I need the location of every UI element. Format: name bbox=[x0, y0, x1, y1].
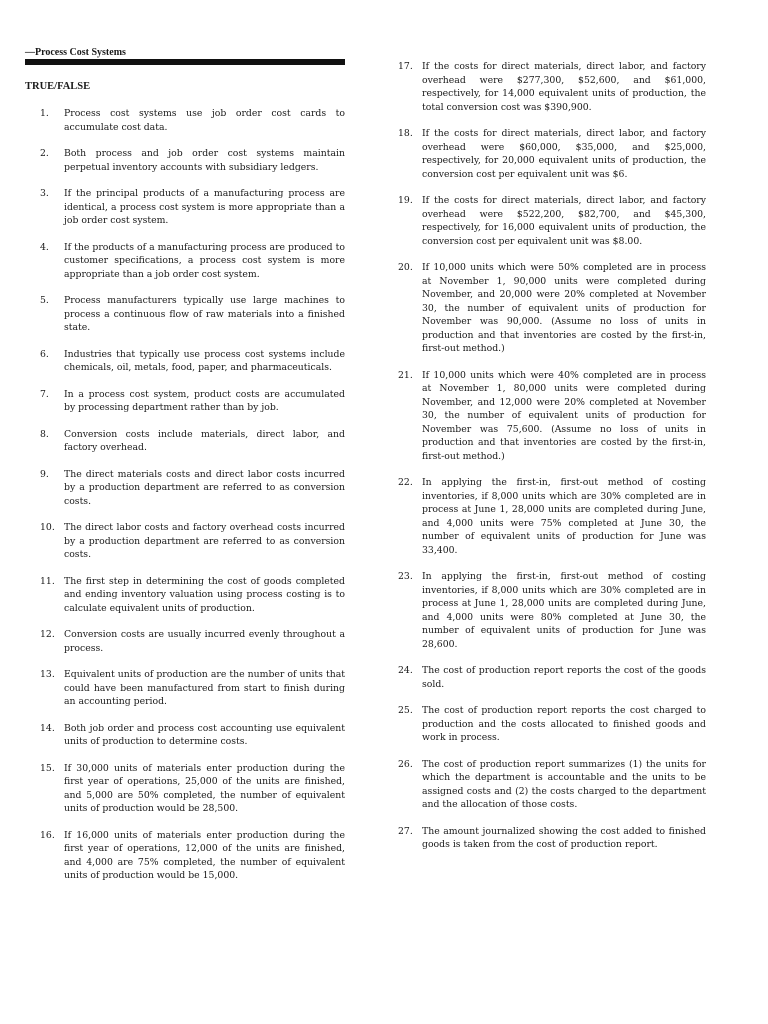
question-item bbox=[40, 147, 345, 174]
question-number: 20. bbox=[398, 262, 413, 273]
question-text: Equivalent units of production are the number of units that could have been manufactured from start to finish during an accounting period. bbox=[64, 669, 345, 707]
question-item bbox=[398, 369, 706, 464]
question-text: In a process cost system, product costs are accumulated by processing department rather than by job. bbox=[64, 388, 345, 413]
question-number: 2. bbox=[40, 148, 49, 159]
question-item bbox=[40, 348, 345, 375]
question-item bbox=[40, 468, 345, 509]
question-number: 15. bbox=[40, 762, 55, 774]
question-text: If 16,000 units of materials enter production during the first year of operations, 12,000 of the units are finished, and 4,000 are 75% completed, the number of equivalent units of production would be 15,000. bbox=[64, 829, 345, 881]
question-text: If the principal products of a manufacturing process are identical, a process cost system is more appropriate than a job order cost system. bbox=[64, 188, 345, 226]
question-number: 17. bbox=[398, 61, 413, 72]
question-number: 5. bbox=[40, 295, 49, 306]
question-number: 22. bbox=[398, 477, 413, 488]
question-item bbox=[398, 127, 706, 181]
question-item bbox=[40, 762, 345, 816]
question-item bbox=[40, 575, 345, 616]
question-text: In applying the first-in, first-out method of costing inventories, if 8,000 units which are 30% completed are in process at June 1, 28,000 units are completed during June, and 4,000 units were 80% completed at June 30, the number of equivalent units of production for June was 28,600. bbox=[422, 571, 706, 650]
question-number: 24. bbox=[398, 665, 413, 676]
question-item bbox=[40, 294, 345, 335]
question-item bbox=[40, 668, 345, 709]
question-number: 18. bbox=[398, 128, 413, 139]
question-item bbox=[398, 194, 706, 248]
question-number: 1. bbox=[40, 108, 49, 119]
question-number: 26. bbox=[398, 758, 413, 770]
question-number: 12. bbox=[40, 629, 55, 640]
question-number: 8. bbox=[40, 428, 49, 440]
question-text: Conversion costs are usually incurred evenly throughout a process. bbox=[64, 629, 345, 654]
question-item bbox=[40, 107, 345, 134]
question-text: The cost of production report reports the cost of the goods sold. bbox=[422, 665, 706, 690]
question-text: If 30,000 units of materials enter production during the first year of operations, 25,000 of the units are finished, and 5,000 are 50% completed, the number of equivalent units of production would be 28,500. bbox=[64, 762, 345, 814]
question-text: In applying the first-in, first-out method of costing inventories, if 8,000 units which are 30% completed are in process at June 1, 28,000 units are completed during June, and 4,000 units were 75% completed at June 30, the number of equivalent units of production for June was 33,400. bbox=[422, 477, 706, 556]
question-item bbox=[398, 476, 706, 557]
question-item bbox=[398, 825, 706, 852]
question-number: 23. bbox=[398, 571, 413, 582]
question-number: 11. bbox=[40, 575, 55, 587]
question-text: Both job order and process cost accounting use equivalent units of production to determine costs. bbox=[64, 722, 345, 747]
question-item bbox=[40, 187, 345, 228]
question-text: The amount journalized showing the cost added to finished goods is taken from the cost of production report. bbox=[422, 825, 706, 850]
question-number: 9. bbox=[40, 468, 49, 480]
question-number: 27. bbox=[398, 825, 413, 837]
question-number: 10. bbox=[40, 522, 55, 533]
question-text: If the products of a manufacturing process are produced to customer specifications, a process cost system is more appropriate than a job order cost system. bbox=[64, 241, 345, 280]
question-item bbox=[40, 628, 345, 655]
question-text: The cost of production report summarizes (1) the units for which the department is accountable and the units to be assigned costs and (2) the costs charged to the department and the allocation of those costs. bbox=[422, 758, 706, 810]
question-number: 6. bbox=[40, 348, 49, 360]
question-text: Both process and job order cost systems maintain perpetual inventory accounts with subsidiary ledgers. bbox=[64, 148, 345, 173]
question-number: 21. bbox=[398, 369, 413, 381]
page-title: —Process Cost Systems bbox=[25, 47, 126, 58]
question-number: 14. bbox=[40, 722, 55, 734]
question-number: 19. bbox=[398, 195, 413, 206]
question-item bbox=[40, 829, 345, 883]
header-rule bbox=[25, 59, 345, 65]
question-item bbox=[398, 664, 706, 691]
question-text: If the costs for direct materials, direct labor, and factory overhead were $277,300, $52,600, and $61,000, respectively, for 14,000 equivalent units of production, the total conversion cost was $390,900. bbox=[422, 61, 706, 113]
question-number: 25. bbox=[398, 705, 413, 716]
question-text: Conversion costs include materials, direct labor, and factory overhead. bbox=[64, 428, 345, 453]
question-text: If the costs for direct materials, direct labor, and factory overhead were $522,200, $82,700, and $45,300, respectively, for 16,000 equivalent units of production, the conversion cost per equivalent unit was $8.00. bbox=[422, 195, 706, 247]
question-item bbox=[398, 261, 706, 356]
question-text: If the costs for direct materials, direct labor, and factory overhead were $60,000, $35,000, and $25,000, respectively, for 20,000 equivalent units of production, the conversion cost per equivalent unit was $6. bbox=[422, 128, 706, 180]
question-number: 3. bbox=[40, 188, 49, 199]
question-text: Industries that typically use process cost systems include chemicals, oil, metals, food, paper, and pharmaceuticals. bbox=[64, 348, 345, 373]
question-item bbox=[40, 241, 345, 282]
question-item bbox=[398, 570, 706, 651]
question-item bbox=[40, 428, 345, 455]
question-item bbox=[398, 758, 706, 812]
question-text: Process cost systems use job order cost cards to accumulate cost data. bbox=[64, 108, 345, 133]
question-number: 13. bbox=[40, 669, 55, 680]
question-text: The direct materials costs and direct labor costs incurred by a production department are referred to as conversion costs. bbox=[64, 468, 345, 507]
question-text: The direct labor costs and factory overhead costs incurred by a production department are referred to as conversion costs. bbox=[64, 522, 345, 560]
question-number: 7. bbox=[40, 388, 49, 400]
question-item bbox=[398, 704, 706, 745]
left-column bbox=[40, 107, 345, 883]
question-item bbox=[40, 722, 345, 749]
question-item bbox=[40, 521, 345, 562]
question-text: Process manufacturers typically use large machines to process a continuous flow of raw materials into a finished state. bbox=[64, 295, 345, 333]
right-column bbox=[398, 60, 706, 852]
question-number: 4. bbox=[40, 241, 49, 253]
question-text: If 10,000 units which were 50% completed are in process at November 1, 90,000 units were completed during November, and 20,000 were 20% completed at November 30, the number of equivalent units of production for November was 90,000. (Assume no loss of units in production and that inventories are costed by the first-in, first-out method.) bbox=[422, 262, 706, 354]
question-text: The first step in determining the cost of goods completed and ending inventory valuation using process costing is to calculate equivalent units of production. bbox=[64, 575, 345, 614]
section-title: TRUE/FALSE bbox=[25, 81, 91, 92]
question-item bbox=[398, 60, 706, 114]
question-item bbox=[40, 388, 345, 415]
question-text: The cost of production report reports the cost charged to production and the costs allocated to finished goods and work in process. bbox=[422, 705, 706, 743]
question-number: 16. bbox=[40, 829, 55, 841]
question-text: If 10,000 units which were 40% completed are in process at November 1, 80,000 units were completed during November, and 12,000 were 20% completed at November 30, the number of equivalent units of production for November was 75,600. (Assume no loss of units in production and that inventories are costed by the first-in, first-out method.) bbox=[422, 369, 706, 462]
